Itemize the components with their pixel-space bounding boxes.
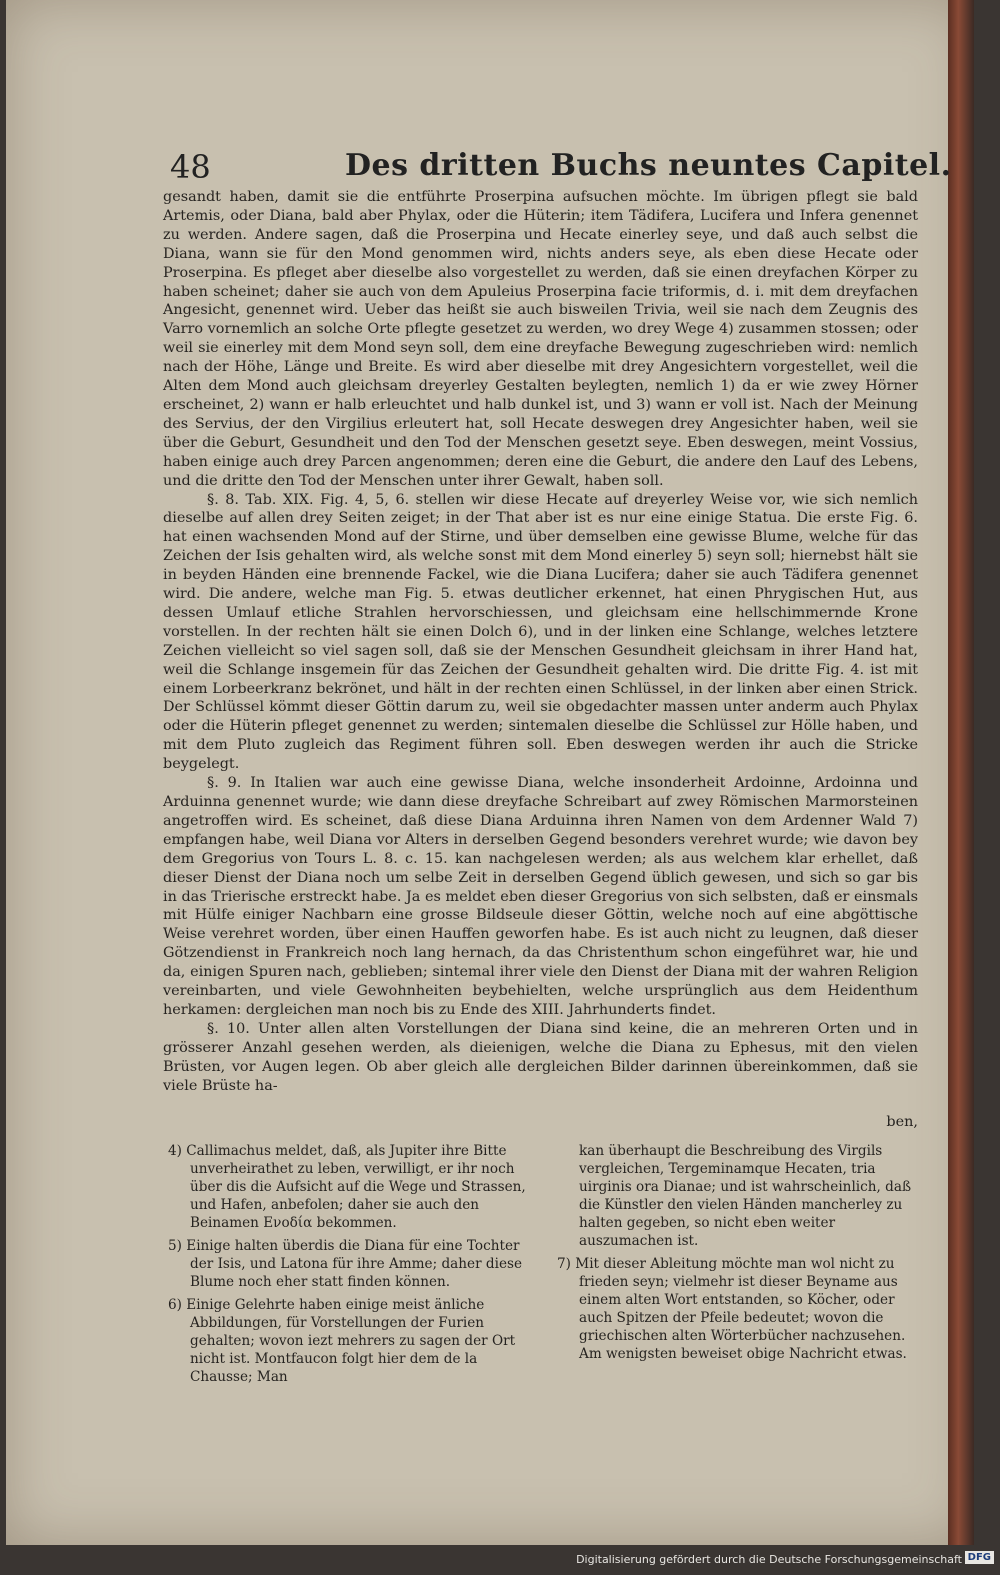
footnote-6: 6) Einige Gelehrte haben einige meist änliche Abbildungen, für Vorstellungen der Furien gehalten; wovon iezt mehrers zu sagen der Ort nicht ist. Montfaucon folgt hier dem de la Chausse; Man: [168, 1297, 516, 1385]
footnotes-right-column: [557, 1142, 917, 1368]
footer-bar: [0, 1545, 1000, 1575]
paragraph-1: gesandt haben, damit sie die entführte Proserpina aufsuchen möchte. Im übrigen pflegt sie bald Artemis, oder Diana, bald aber Phylax, oder die Hüterin; item Tädifera, Lucifera und Infera genennet zu werden. Andere sagen, daß die Proserpina und Hecate einerley seye, und daß auch selbst die Diana, wann sie für den Mond genommen wird, nichts anders seye, als eben diese Hecate oder Proserpina. Es pfleget aber dieselbe also vorgestellet zu werden, daß sie einen dreyfachen Körper zu haben scheinet; daher sie auch von dem Apuleius Proserpina facie triformis, d. i. mit dem dreyfachen Angesicht, genennet wird. Ueber das heißt sie auch bisweilen Trivia, weil sie nach dem Zeugnis des Varro vornemlich an solche Orte pflegte gesetzet zu werden, wo drey Wege 4) zusammen stossen; oder weil sie einerley mit dem Mond seyn soll, dem eine dreyfache Bewegung zugeschrieben wird: nemlich nach der Höhe, Länge und Breite. Es wird aber dieselbe mit drey Angesichtern vorgestellet, weil die Alten dem Mond auch gleichsam dreyerley Gestalten beylegten, nemlich 1) da er wie zwey Hörner erscheinet, 2) wann er halb erleuchtet und halb dunkel ist, und 3) wann er voll ist. Nach der Meinung des Servius, der den Virgilius erleutert hat, soll Hecate deswegen drey Angesichter haben, weil sie über die Geburt, Gesundheit und den Tod der Menschen gesetzt seye. Eben deswegen, meint Vossius, haben einige auch drey Parcen angenommen; deren eine die Geburt, die andere den Lauf des Lebens, und die dritte den Tod der Menschen unter ihrer Gewalt, haben soll.: [163, 189, 918, 489]
page-number: 48: [170, 148, 211, 186]
footnote-7: 7) Mit dieser Ableitung möchte man wol nicht zu frieden seyn; vielmehr ist dieser Beyname aus einem alten Wort entstanden, so Köcher, oder auch Spitzen der Pfeile bedeutet; wovon die griechischen alten Wörterbücher nachzusehen. Am wenigsten beweiset obige Nachricht etwas.: [557, 1256, 907, 1362]
catchword: ben,: [886, 1114, 918, 1130]
digitization-credit: Digitalisierung gefördert durch die Deutsche Forschungsgemeinschaft: [576, 1553, 962, 1566]
main-text: [163, 188, 918, 1096]
footnote-4: 4) Callimachus meldet, daß, als Jupiter ihre Bitte unverheirathet zu leben, verwilligt, er ihr noch über dis die Aufsicht auf die Wege und Strassen, und Hafen, anbefolen; daher sie auch den Beinamen Ενοδία bekommen.: [168, 1143, 526, 1231]
page-edge: [948, 0, 974, 1545]
paragraph-3: §. 9. In Italien war auch eine gewisse Diana, welche insonderheit Ardoinne, Ardoinna und Arduinna genennet wurde; wie dann diese dreyfache Schreibart auf zwey Römischen Marmorsteinen angetroffen wird. Es scheinet, daß diese Diana Arduinna ihren Namen von dem Ardenner Wald 7) empfangen habe, weil Diana vor Alters in derselben Gegend besonders verehret wurde; wie davon bey dem Gregorius von Tours L. 8. c. 15. kan nachgelesen werden; als aus welchem klar erhellet, daß dieser Dienst der Diana noch um selbe Zeit in derselben Gegend üblich gewesen, und sich so gar bis in das Trierische erstreckt habe. Ja es meldet eben dieser Gregorius von sich selbsten, daß er einsmals mit Hülfe einiger Nachbarn eine grosse Bildseule dieser Göttin, welche noch auf eine abgöttische Weise verehret worden, über einen Hauffen geworfen habe. Es ist auch nicht zu leugnen, daß dieser Götzendienst in Frankreich noch lang hernach, da das Christenthum schon eingeführet war, hie und da, einigen Spuren nach, geblieben; sintemal ihrer viele den Dienst der Diana mit der wahren Religion vereinbarten, und viele Gewohnheiten beybehielten, welche ursprünglich aus dem Heidenthum herkamen: dergleichen man noch bis zu Ende des XIII. Jahrhunderts findet.: [163, 775, 918, 1018]
footnote-5: 5) Einige halten überdis die Diana für eine Tochter der Isis, und Latona für ihre Amme; daher diese Blume noch eher statt finden können.: [168, 1238, 523, 1290]
dfg-logo: DFG: [965, 1551, 994, 1564]
footnote-6-continued: kan überhaupt die Beschreibung des Virgils vergleichen, Tergeminamque Hecaten, tria uirginis ora Dianae; und ist wahrscheinlich, daß die Künstler den vielen Händen mancherley zu halten gegeben, so nicht eben weiter auszumachen ist.: [579, 1143, 912, 1249]
footnotes-left-column: [168, 1142, 528, 1391]
running-head: Des dritten Buchs neuntes Capitel.: [345, 148, 952, 183]
paragraph-2: §. 8. Tab. XIX. Fig. 4, 5, 6. stellen wir diese Hecate auf dreyerley Weise vor, wie sich nemlich dieselbe auf allen drey Seiten zeiget; in der That aber ist es nur eine einige Statua. Die erste Fig. 6. hat einen wachsenden Mond auf der Stirne, und über demselben eine gewisse Blume, welche für das Zeichen der Isis gehalten wird, als welche sonst mit dem Mond einerley 5) seyn soll; hiernebst hält sie in beyden Händen eine brennende Fackel, wie die Diana Lucifera; daher sie auch Tädifera genennet wird. Die andere, welche man Fig. 5. etwas deutlicher erkennet, hat einen Phrygischen Hut, aus dessen Umlauf etliche Strahlen hervorschiessen, und gleichsam eine hellschimmernde Krone vorstellen. In der rechten hält sie einen Dolch 6), und in der linken eine Schlange, welches letztere Zeichen vielleicht so viel sagen soll, daß sie der Menschen Gesundheit gleichsam in ihrer Hand hat, weil die Schlange insgemein für das Zeichen der Gesundheit gehalten wird. Die dritte Fig. 4. ist mit einem Lorbeerkranz bekrönet, und hält in der rechten einen Schlüssel, in der linken aber einen Strick. Der Schlüssel kömmt dieser Göttin darum zu, weil sie obgedachter massen unter anderm auch Phylax oder die Hüterin pfleget genennet zu werden; sintemalen dieselbe die Schlüssel zur Hölle haben, und mit dem Pluto zugleich das Regiment führen soll. Eben deswegen werden ihr auch die Stricke beygelegt.: [163, 491, 918, 773]
paragraph-4: §. 10. Unter allen alten Vorstellungen der Diana sind keine, die an mehreren Orten und in grösserer Anzahl gesehen werden, als dieienigen, welche die Diana zu Ephesus, mit den vielen Brüsten, vor Augen legen. Ob aber gleich alle dergleichen Bilder darinnen übereinkommen, daß sie viele Brüste ha-: [163, 1020, 918, 1094]
